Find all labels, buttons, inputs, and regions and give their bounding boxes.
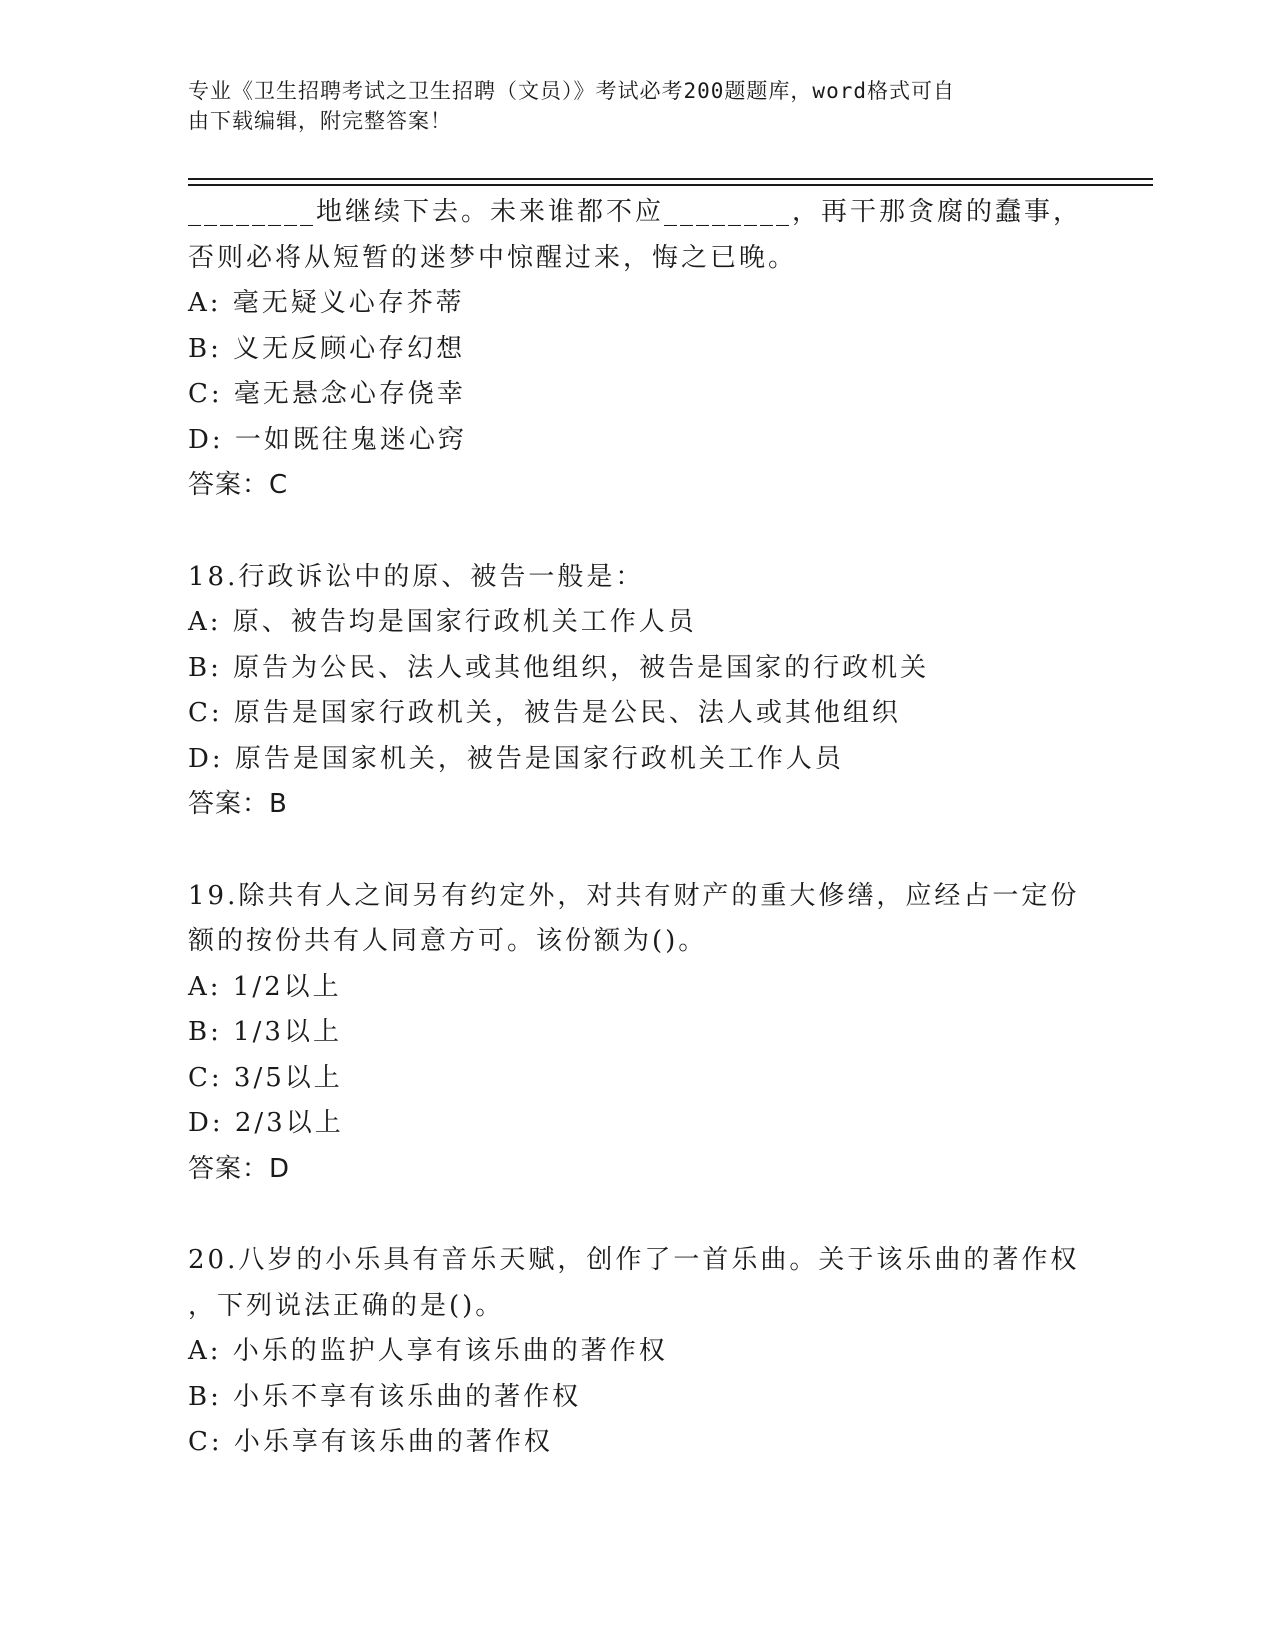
option-c: C: 小乐享有该乐曲的著作权: [188, 1427, 553, 1457]
header-divider-bottom: [188, 184, 1153, 186]
question-19: [188, 874, 1108, 1193]
option-a: A: 毫无疑义心存芥蒂: [188, 288, 465, 318]
question-content: [188, 190, 1108, 1466]
answer-label: 答案：B: [188, 789, 288, 819]
spacer: [188, 1192, 1108, 1238]
header-divider-top: [188, 178, 1153, 180]
spacer: [188, 509, 1108, 555]
question-text-line: 额的按份共有人同意方可。该份额为()。: [188, 926, 708, 956]
question-text-line: ________地继续下去。未来谁都不应________，再干那贪腐的蠢事，: [188, 197, 1083, 227]
question-17: [188, 190, 1108, 509]
document-header: [188, 76, 1088, 136]
option-b: B: 1/3以上: [188, 1017, 342, 1047]
question-text-line: 20.八岁的小乐具有音乐天赋，创作了一首乐曲。关于该乐曲的著作权: [188, 1245, 1080, 1275]
option-d: D: 一如既往鬼迷心窍: [188, 424, 467, 455]
option-d: D: 原告是国家机关，被告是国家行政机关工作人员: [188, 743, 844, 774]
option-d: D: 2/3以上: [188, 1108, 344, 1138]
option-a: A: 原、被告均是国家行政机关工作人员: [188, 607, 697, 637]
question-20: [188, 1238, 1108, 1466]
option-c: C: 3/5以上: [188, 1062, 343, 1093]
question-text-line: 否则必将从短暂的迷梦中惊醒过来，悔之已晚。: [188, 242, 798, 273]
option-c: C: 毫无悬念心存侥幸: [188, 379, 466, 409]
answer-label: 答案：C: [188, 470, 289, 500]
option-a: A: 1/2以上: [188, 971, 342, 1002]
spacer: [188, 828, 1108, 874]
question-text-line: ，下列说法正确的是()。: [188, 1290, 505, 1321]
answer-label: 答案：D: [188, 1153, 291, 1184]
header-line-2: 由下载编辑，附完整答案！: [188, 109, 452, 133]
option-a: A: 小乐的监护人享有该乐曲的著作权: [188, 1336, 668, 1366]
option-b: B: 义无反顾心存幻想: [188, 333, 466, 364]
question-text-line: 19.除共有人之间另有约定外，对共有财产的重大修缮，应经占一定份: [188, 880, 1080, 911]
option-b: B: 原告为公民、法人或其他组织，被告是国家的行政机关: [188, 652, 930, 683]
question-text-line: 18.行政诉讼中的原、被告一般是：: [188, 561, 645, 592]
header-line-1: 专业《卫生招聘考试之卫生招聘（文员）》考试必考200题题库，word格式可自: [188, 79, 955, 103]
option-c: C: 原告是国家行政机关，被告是公民、法人或其他组织: [188, 698, 901, 728]
option-b: B: 小乐不享有该乐曲的著作权: [188, 1381, 582, 1412]
question-18: [188, 555, 1108, 828]
